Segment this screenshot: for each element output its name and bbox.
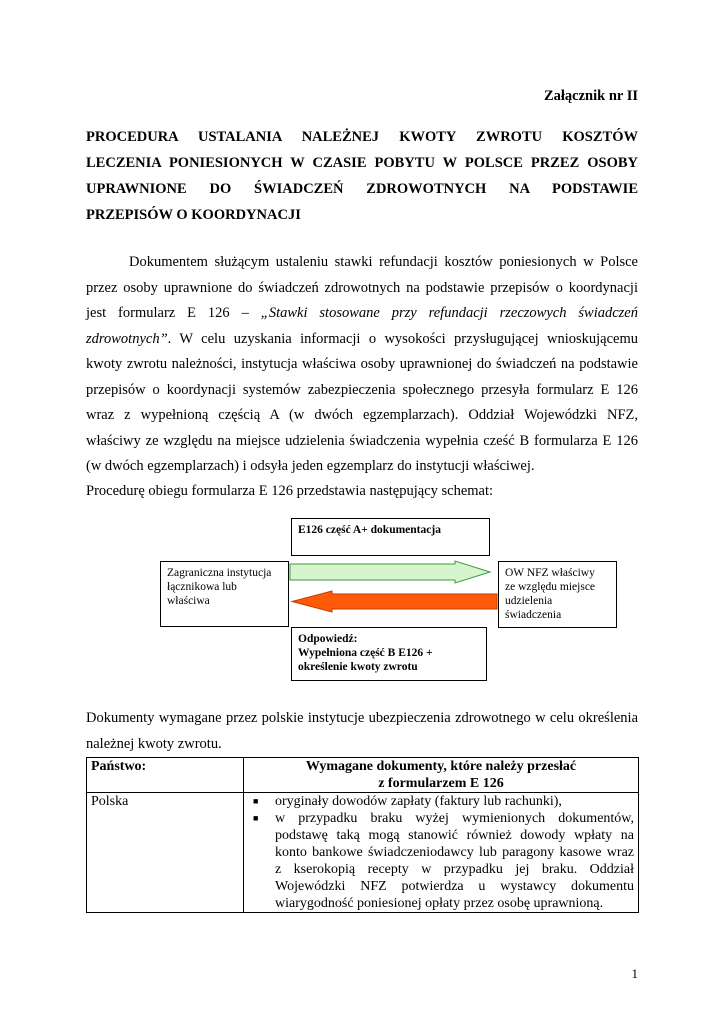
box-line: Wypełniona część B E126 + (298, 647, 433, 659)
documents-intro (86, 705, 638, 757)
list-line: konto bankowe świadczeniodawcy lub paragony kasowe wraz (275, 845, 634, 860)
box-line: Odpowiedź: (298, 633, 358, 645)
documents-intro-line: należnej kwoty zwrotu. (86, 736, 222, 752)
box-line: łącznikowa lub (167, 581, 237, 593)
paragraph-text: . W celu uzyskania informacji o wysokości przysługującej wnioskującemu (167, 330, 638, 347)
paragraph-line: przez osoby uprawnione do świadczeń zdrowotnych na podstawie przepisów o koordynacji (86, 279, 638, 296)
forward-arrow (290, 561, 490, 583)
header-documents (244, 758, 639, 793)
foreign-institution-box (160, 561, 289, 627)
list-line: wiarygodność poniesionej opłaty przez osobę uprawnioną. (275, 896, 604, 911)
header-country: Państwo: (87, 758, 244, 793)
table-header-row (87, 758, 639, 793)
annex-title: Załącznik nr II (543, 88, 638, 104)
list-item (248, 810, 634, 912)
documents-cell (244, 793, 639, 913)
list-line: z kserokopią recepty w przypadku jej braku. Oddział (275, 862, 634, 877)
diagram-intro: Procedurę obiegu formularza E 126 przedstawia następujący schemat: (86, 483, 494, 499)
bullet-square-icon: ■ (253, 813, 259, 823)
box-line: Zagraniczna instytucja (167, 567, 272, 579)
page-number: 1 (631, 966, 638, 981)
heading-line: PRZEPISÓW O KOORDYNACJI (86, 207, 301, 223)
heading-line: PROCEDURA USTALANIA NALEŻNEJ KWOTY ZWROTU KOSZTÓW (86, 129, 638, 145)
list-line: oryginały dowodów zapłaty (faktury lub rachunki), (275, 794, 562, 809)
response-box (291, 627, 487, 681)
header-line: Wymagane dokumenty, które należy przesłać (305, 759, 577, 774)
country-cell: Polska (87, 793, 244, 913)
list-line: podstawę taką mogą stanowić również dowody wpłaty na (275, 828, 634, 843)
return-arrow (292, 591, 497, 612)
box-line: ze względu miejsce (505, 581, 596, 593)
documents-intro-line: Dokumenty wymagane przez polskie instytucje ubezpieczenia zdrowotnego w celu określenia (86, 710, 638, 726)
box-line: właściwa (167, 595, 210, 607)
nfz-branch-box (498, 561, 617, 628)
form-title-italic: zdrowotnych” (86, 330, 168, 347)
box-line: udzielenia (505, 595, 553, 607)
box-line: świadczenia (505, 609, 562, 621)
form-e126-box (291, 518, 490, 556)
list-item (248, 793, 634, 810)
required-documents-table (86, 757, 639, 913)
paragraph-line: przepisów o koordynacji systemów zabezpieczenia społecznego przesyła formularz E 126 (86, 381, 638, 398)
box-label: E126 część A+ dokumentacja (298, 524, 441, 536)
heading-line: LECZENIA PONIESIONYCH W CZASIE POBYTU W POLSCE PRZEZ OSOBY (86, 155, 638, 171)
paragraph-line: Dokumentem służącym ustaleniu stawki refundacji kosztów poniesionych w Polsce (129, 254, 638, 270)
box-line: OW NFZ właściwy (505, 567, 595, 579)
documents-list (248, 793, 634, 912)
paragraph-line: kwoty zwrotu należności, instytucja właściwa osoby uprawnionej do świadczeń na podstawie (86, 356, 638, 372)
paragraph-line: wraz z wypełnioną częścią A (w dwóch egzemplarzach). Oddział Wojewódzki NFZ, (86, 407, 638, 423)
header-line: z formularzem E 126 (378, 776, 504, 791)
heading-line: UPRAWNIONE DO ŚWIADCZEŃ ZDROWOTNYCH NA PODSTAWIE (86, 181, 638, 197)
list-line: w przypadku braku wyżej wymienionych dokumentów, (275, 811, 634, 826)
paragraph-text: jest formularz E 126 – (86, 305, 261, 321)
bullet-square-icon: ■ (253, 796, 259, 806)
paragraph-line: właściwy ze względu na miejsce udzielenia świadczenia wypełnia cześć B formularza E 126 (86, 432, 638, 449)
form-title-italic: „Stawki stosowane przy refundacji rzeczowych świadczeń (260, 305, 638, 321)
list-line: Wojewódzki NFZ potwierdza u wystawcy dokumentu (275, 879, 634, 894)
paragraph-line: (w dwóch egzemplarzach) i odsyła jeden egzemplarz do instytucji właściwej. (86, 458, 535, 474)
box-line: określenie kwoty zwrotu (298, 661, 418, 673)
table-row (87, 793, 639, 913)
